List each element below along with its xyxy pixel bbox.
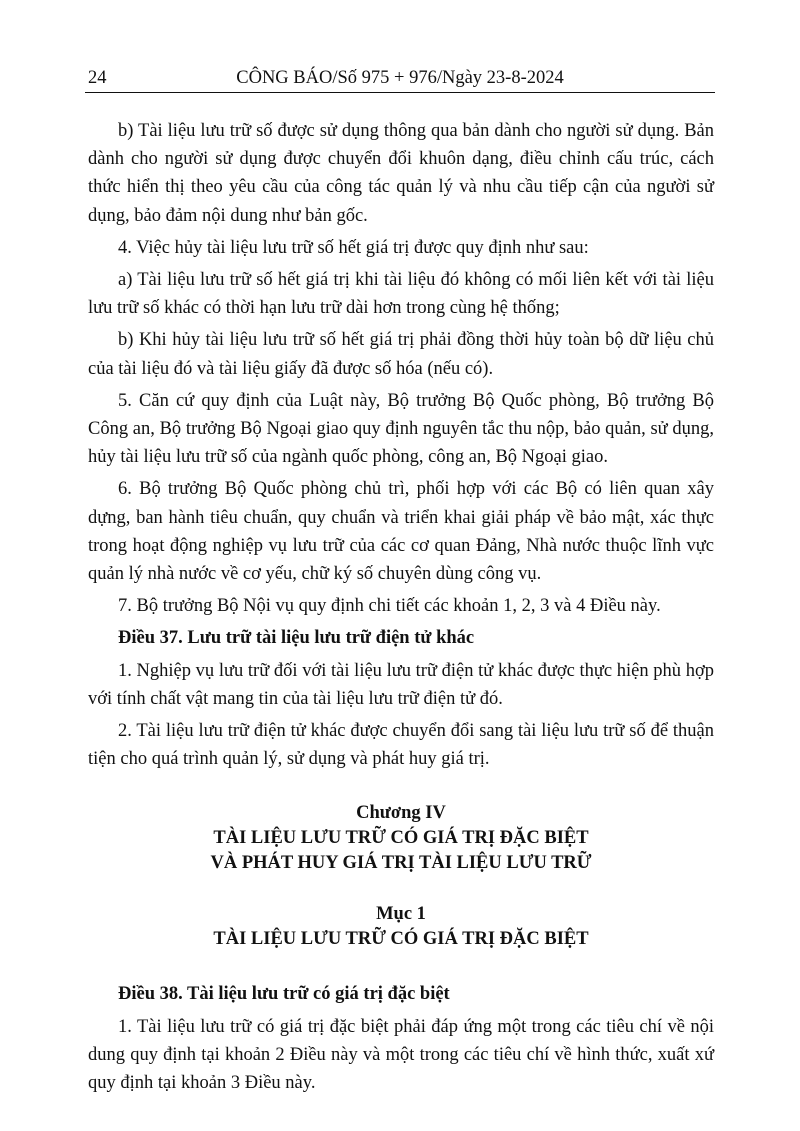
gazette-title: CÔNG BÁO/Số 975 + 976/Ngày 23-8-2024 — [236, 68, 564, 88]
chapter-title-line1: TÀI LIỆU LƯU TRỮ CÓ GIÁ TRỊ ĐẶC BIỆT — [213, 828, 589, 849]
page-header — [85, 66, 715, 93]
paragraph: 4. Việc hủy tài liệu lưu trữ số hết giá trị được quy định như sau: — [118, 237, 589, 258]
paragraph: 6. Bộ trưởng Bộ Quốc phòng chủ trì, phối hợp với các Bộ có liên quan xây dựng, ban hành tiêu chuẩn, quy chuẩn và triển khai giải pháp về bảo mật, xác thực trong hoạt động nghiệp vụ lưu trữ của các cơ quan Đảng, Nhà nước thuộc lĩnh vực quản lý nhà nước về cơ yếu, chữ ký số chuyên dùng công vụ. — [88, 479, 714, 585]
paragraph: b) Tài liệu lưu trữ số được sử dụng thông qua bản dành cho người sử dụng. Bản dành cho người sử dụng được chuyển đổi khuôn dạng, điều chỉnh cấu trúc, cách thức hiển thị theo yêu cầu của công tác quản lý và nhu cầu tiếp cận của người sử dụng, bảo đảm nội dung như bản gốc. — [88, 121, 714, 226]
section-label: Mục 1 — [376, 904, 426, 925]
paragraph: a) Tài liệu lưu trữ số hết giá trị khi tài liệu đó không có mối liên kết với tài liệu lưu trữ số khác có thời hạn lưu trữ dài hơn trong cùng hệ thống; — [88, 270, 714, 319]
chapter-title-line2: VÀ PHÁT HUY GIÁ TRỊ TÀI LIỆU LƯU TRỮ — [210, 853, 592, 874]
chapter-label: Chương IV — [356, 803, 446, 824]
document-body — [88, 117, 714, 1101]
paragraph: 5. Căn cứ quy định của Luật này, Bộ trưởng Bộ Quốc phòng, Bộ trưởng Bộ Công an, Bộ trưởng Bộ Ngoại giao quy định nguyên tắc thu nộp, bảo quản, sử dụng, hủy tài liệu lưu trữ số của ngành quốc phòng, công an, Bộ Ngoại giao. — [88, 390, 714, 468]
paragraph: 7. Bộ trưởng Bộ Nội vụ quy định chi tiết các khoản 1, 2, 3 và 4 Điều này. — [118, 596, 661, 617]
article-38-title: Điều 38. Tài liệu lưu trữ có giá trị đặc biệt — [118, 984, 450, 1005]
paragraph: 1. Nghiệp vụ lưu trữ đối với tài liệu lưu trữ điện tử khác được thực hiện phù hợp với tính chất vật mang tin của tài liệu lưu trữ điện tử đó. — [88, 660, 714, 709]
page-number: 24 — [88, 68, 107, 88]
section-title: TÀI LIỆU LƯU TRỮ CÓ GIÁ TRỊ ĐẶC BIỆT — [213, 929, 589, 950]
paragraph: 2. Tài liệu lưu trữ điện tử khác được chuyển đổi sang tài liệu lưu trữ số để thuận tiện cho quá trình quản lý, sử dụng và phát huy giá trị. — [88, 721, 714, 770]
article-37-title: Điều 37. Lưu trữ tài liệu lưu trữ điện tử khác — [118, 628, 475, 649]
paragraph: b) Khi hủy tài liệu lưu trữ số hết giá trị phải đồng thời hủy toàn bộ dữ liệu chủ của tài liệu đó và tài liệu giấy đã được số hóa (nếu có). — [88, 330, 714, 379]
paragraph: 1. Tài liệu lưu trữ có giá trị đặc biệt phải đáp ứng một trong các tiêu chí về nội dung quy định tại khoản 2 Điều này và một trong các tiêu chí về hình thức, xuất xứ quy định tại khoản 3 Điều này. — [88, 1016, 714, 1094]
